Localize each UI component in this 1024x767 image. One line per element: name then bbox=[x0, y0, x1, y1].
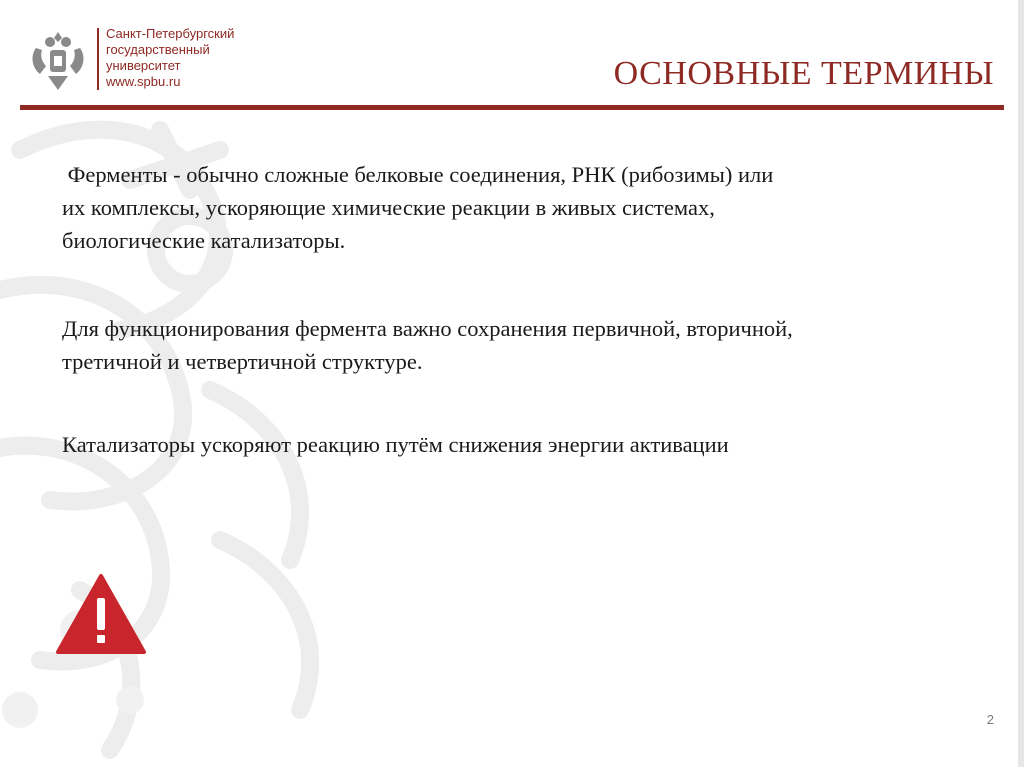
slide-title: ОСНОВНЫЕ ТЕРМИНЫ bbox=[613, 55, 994, 92]
university-line-3: университет bbox=[106, 58, 181, 73]
slide-edge bbox=[1018, 0, 1024, 767]
paragraph-2-line-1: Для функционирования фермента важно сохранения первичной, вторичной, bbox=[62, 316, 793, 341]
spbu-eagle-emblem-icon bbox=[28, 26, 88, 96]
university-line-1: Санкт-Петербургский bbox=[106, 26, 235, 41]
paragraph-2-line-2: третичной и четвертичной структуре. bbox=[62, 349, 423, 374]
paragraph-catalysts: Катализаторы ускоряют реакцию путём снижения энергии активации bbox=[62, 432, 729, 457]
university-url: www.spbu.ru bbox=[106, 74, 181, 89]
university-line-2: государственный bbox=[106, 42, 210, 57]
title-divider bbox=[20, 105, 1004, 110]
paragraph-1-line-2: их комплексы, ускоряющие химические реакции в живых системах, bbox=[62, 195, 715, 220]
paragraph-enzymes-definition bbox=[62, 158, 1002, 257]
paragraph-1-line-3: биологические катализаторы. bbox=[62, 228, 346, 253]
paragraph-enzyme-structure bbox=[62, 312, 1002, 378]
logo-divider bbox=[97, 28, 99, 90]
paragraph-1-line-1: Ферменты - обычно сложные белковые соединения, РНК (рибозимы) или bbox=[62, 162, 774, 187]
university-name bbox=[106, 26, 234, 90]
page-number: 2 bbox=[986, 712, 994, 727]
warning-triangle-icon bbox=[54, 572, 148, 656]
